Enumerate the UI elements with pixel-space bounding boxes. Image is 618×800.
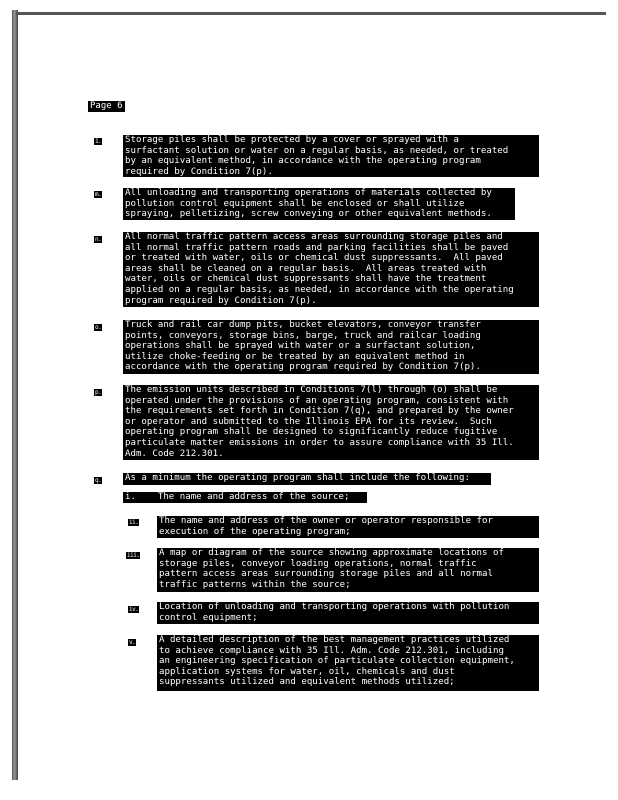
scan-left-edge — [12, 10, 18, 780]
condition-item-n — [123, 232, 539, 307]
item-text-line: application systems for water, oil, chemicals and dust — [159, 666, 455, 677]
item-text-line: water, oils or chemical dust suppressants shall have the treatment — [125, 274, 487, 285]
item-text-line: utilize choke-feeding or be treated by an equivalent method in — [125, 351, 465, 362]
item-text-line: program required by Condition 7(p). — [125, 295, 317, 306]
scan-top-edge — [16, 12, 606, 15]
item-text-line: operating program shall be designed to significantly reduce fugitive — [125, 427, 498, 438]
subitem-i: i. The name and address of the source; — [123, 492, 367, 503]
item-text-line: applied on a regular basis, as needed, in accordance with the operating — [125, 284, 514, 295]
item-text-line: spraying, pelletizing, screw conveying or other equivalent methods. — [125, 209, 492, 220]
item-marker-m: m. — [95, 191, 102, 198]
item-text-line: surfactant solution or water on a regular basis, as needed, or treated — [125, 145, 509, 156]
item-text-line: the requirements set forth in Condition 7(q), and prepared by the owner — [125, 406, 514, 417]
item-text-line: by an equivalent method, in accordance with the operating program — [125, 156, 481, 167]
item-marker-p: p. — [95, 389, 102, 396]
condition-item-q — [123, 473, 491, 485]
subitem-marker-ii: ii. — [129, 519, 139, 526]
subitem-ii — [157, 516, 539, 538]
item-text-line: The name and address of the owner or operator responsible for — [159, 516, 493, 526]
item-text-line: execution of the operating program; — [159, 526, 351, 537]
subitem-iv — [157, 602, 539, 624]
condition-item-l — [123, 135, 539, 177]
item-text-line: to achieve compliance with 35 Ill. Adm. Code 212.301, including — [159, 645, 504, 656]
subitem-v — [157, 635, 539, 691]
item-text-line: storage piles, conveyor loading operations, normal traffic — [159, 558, 477, 569]
subitem-marker-iv: iv. — [129, 606, 139, 613]
item-text-line: all normal traffic pattern roads and parking facilities shall be paved — [125, 242, 509, 253]
item-text-line: operations shall be sprayed with water or a surfactant solution, — [125, 341, 476, 352]
item-text-line: accordance with the operating program required by Condition 7(p). — [125, 362, 481, 373]
item-marker-n: n. — [95, 236, 102, 243]
item-marker-o: o. — [95, 324, 102, 331]
item-text-line: A map or diagram of the source showing approximate locations of — [159, 548, 504, 558]
condition-item-p — [123, 385, 539, 460]
item-text-line: particulate matter emissions in order to assure compliance with 35 Ill. — [125, 437, 514, 448]
condition-item-o — [123, 320, 539, 374]
item-text-line: or treated with water, oils or chemical dust suppressants. All paved — [125, 253, 503, 264]
subitem-marker-iii: iii. — [127, 552, 140, 559]
item-text-line: Truck and rail car dump pits, bucket elevators, conveyor transfer — [125, 320, 481, 330]
condition-item-m — [123, 188, 515, 220]
subitem-marker-v: v. — [129, 639, 136, 646]
item-text-line: All normal traffic pattern access areas surrounding storage piles and — [125, 232, 503, 242]
item-text-line: Adm. Code 212.301. — [125, 448, 224, 459]
item-text-line: pollution control equipment shall be enclosed or shall utilize — [125, 198, 465, 209]
item-text-line: The emission units described in Conditions 7(l) through (o) shall be — [125, 385, 498, 395]
item-text-line: As a minimum the operating program shall include the following: — [125, 473, 470, 483]
item-text-line: suppressants utilized and equivalent methods utilized; — [159, 677, 455, 688]
item-text-line: or operator and submitted to the Illinois EPA for its review. Such — [125, 416, 492, 427]
item-text-line: required by Condition 7(p). — [125, 166, 273, 177]
item-text-line: an engineering specification of particulate collection equipment, — [159, 656, 515, 667]
item-text-line: All unloading and transporting operations of materials collected by — [125, 188, 492, 198]
item-text-line: traffic patterns within the source; — [159, 579, 351, 590]
page-number: Page 6 — [90, 101, 123, 111]
item-text-line: Storage piles shall be protected by a cover or sprayed with a — [125, 135, 459, 145]
item-text-line: operated under the provisions of an operating program, consistent with — [125, 395, 509, 406]
item-text-line: areas shall be cleaned on a regular basis. All areas treated with — [125, 263, 487, 274]
item-text-line: control equipment; — [159, 612, 258, 623]
item-text-line: pattern access areas surrounding storage piles and all normal — [159, 569, 493, 580]
item-text-line: A detailed description of the best management practices utilized — [159, 635, 510, 645]
item-marker-l: 1. — [95, 138, 102, 145]
item-marker-q: q. — [95, 477, 102, 484]
subitem-iii — [157, 548, 539, 592]
item-text-line: points, conveyors, storage bins, barge, truck and railcar loading — [125, 330, 481, 341]
item-text-line: Location of unloading and transporting operations with pollution — [159, 602, 510, 612]
